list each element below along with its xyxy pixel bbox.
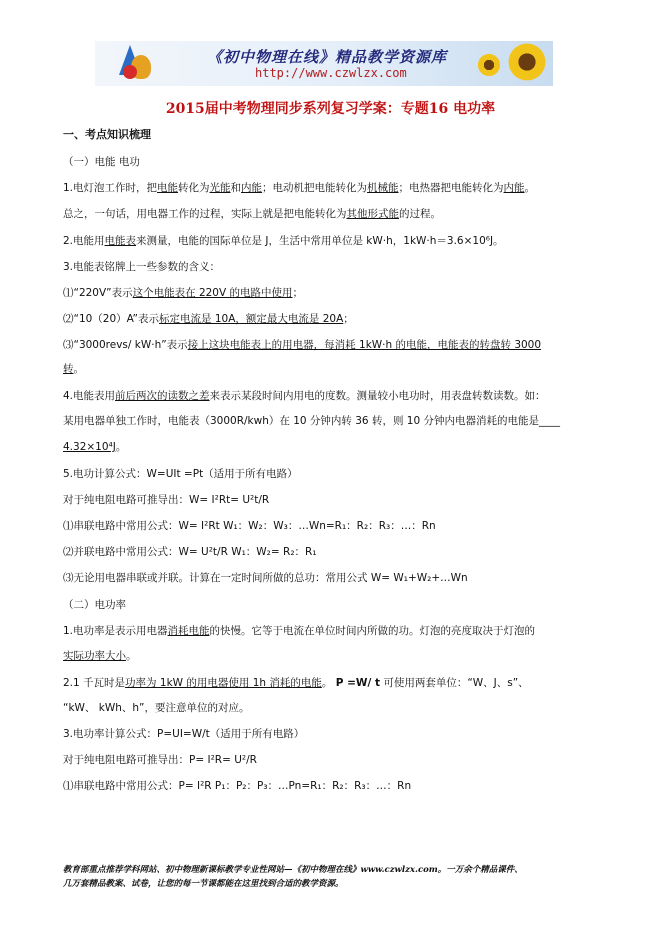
section-heading: 一、考点知识梳理 [63, 128, 151, 141]
page-footer [63, 863, 623, 891]
paragraph-4: 4.电能表用前后两次的读数之差来表示某段时间内用电的度数。测量较小电功时，用表盘转数读数。如： [63, 390, 546, 402]
subsection-heading: （二）电功率 [63, 599, 126, 611]
paragraph-4-answer: 4.32×10⁴J。 [63, 441, 127, 453]
logo-dot-icon [123, 65, 137, 79]
paragraph-power-3: 3.电功率计算公式：P=UI=W/t（适用于所有电路） [63, 728, 305, 740]
paragraph-3: 3.电能表铭牌上一些参数的含义： [63, 261, 221, 273]
paragraph-4-cont: 某用电器单独工作时，电能表（3000R/kwh）在 10 分钟内转 36 转，则 10 分钟内电器消耗的电能是____ [63, 415, 560, 427]
banner-url[interactable]: http://www.czwlzx.com [255, 66, 407, 80]
paragraph-1: 1.电灯泡工作时，把电能转化为光能和内能；电动机把电能转化为机械能；电热器把电能转化为内能。 [63, 182, 536, 194]
paragraph-power-1: 1.电功率是表示用电器消耗电能的快慢。它等于电流在单位时间内所做的功。灯泡的亮度取决于灯泡的 [63, 625, 536, 637]
paragraph-power-2: 2.1 千瓦时是功率为 1kW 的用电器使用 1h 消耗的电能。 P =W/ t 可使用两套单位：“W、J、s”、 [63, 677, 529, 689]
paragraph-5-total: ⑶无论用电器串联或并联。计算在一定时间所做的总功：常用公式 W= W₁+W₂+…Wn [63, 572, 468, 584]
paragraph-3-item-1: ⑴“220V”表示这个电能表在 220V 的电路中使用； [63, 287, 304, 299]
banner-title: 《初中物理在线》精品教学资源库 [207, 48, 448, 66]
paragraph-2: 2.电能用电能表来测量，电能的国际单位是 J，生活中常用单位是 kW·h，1kW·h＝3.6×10⁶J。 [63, 235, 504, 247]
paragraph-power-3-derive: 对于纯电阻电路可推导出：P= I²R= U²/R [63, 754, 257, 766]
sunflower-icon [477, 53, 501, 77]
paragraph-3-item-3: ⑶“3000revs/ kW·h”表示接上这块电能表上的用电器，每消耗 1kW·h 的电能，电能表的转盘转 3000 [63, 339, 542, 351]
document-title: 2015届中考物理同步系列复习学案：专题16 电功率 [165, 101, 496, 117]
subsection-heading: （一）电能 电功 [63, 156, 140, 168]
paragraph-5: 5.电功计算公式：W=UIt =Pt（适用于所有电路） [63, 468, 298, 480]
paragraph-3-item-2: ⑵“10（20）A”表示标定电流是 10A，额定最大电流是 20A； [63, 313, 354, 325]
paragraph-3-item-3-cont: 转。 [63, 363, 84, 375]
paragraph-power-3-series: ⑴串联电路中常用公式：P= I²R P₁：P₂：P₃：…Pn=R₁：R₂：R₃：…：Rn [63, 780, 412, 792]
footer-line: 几万套精品教案、试卷，让您的每一节课都能在这里找到合适的教学资源。 [63, 879, 344, 889]
header-banner [95, 41, 553, 86]
paragraph-1-cont: 总之，一句话，用电器工作的过程，实际上就是把电能转化为其他形式能的过程。 [63, 208, 441, 220]
paragraph-5-series: ⑴串联电路中常用公式：W= I²Rt W₁：W₂：W₃：…Wn=R₁：R₂：R₃：…：Rn [63, 520, 436, 532]
sunflower-icon [507, 42, 547, 82]
paragraph-power-1-cont: 实际功率大小。 [63, 650, 137, 662]
paragraph-5-parallel: ⑵并联电路中常用公式：W= U²t/R W₁：W₂= R₂：R₁ [63, 546, 317, 558]
paragraph-power-2-cont: “kW、 kWh、h”，要注意单位的对应。 [63, 702, 250, 714]
footer-line: 教育部重点推荐学科网站、初中物理新课标教学专业性网站—《初中物理在线》www.czwlzx.com。一万余个精品课件、 [63, 865, 523, 875]
paragraph-5-derive: 对于纯电阻电路可推导出：W= I²Rt= U²t/R [63, 494, 270, 506]
